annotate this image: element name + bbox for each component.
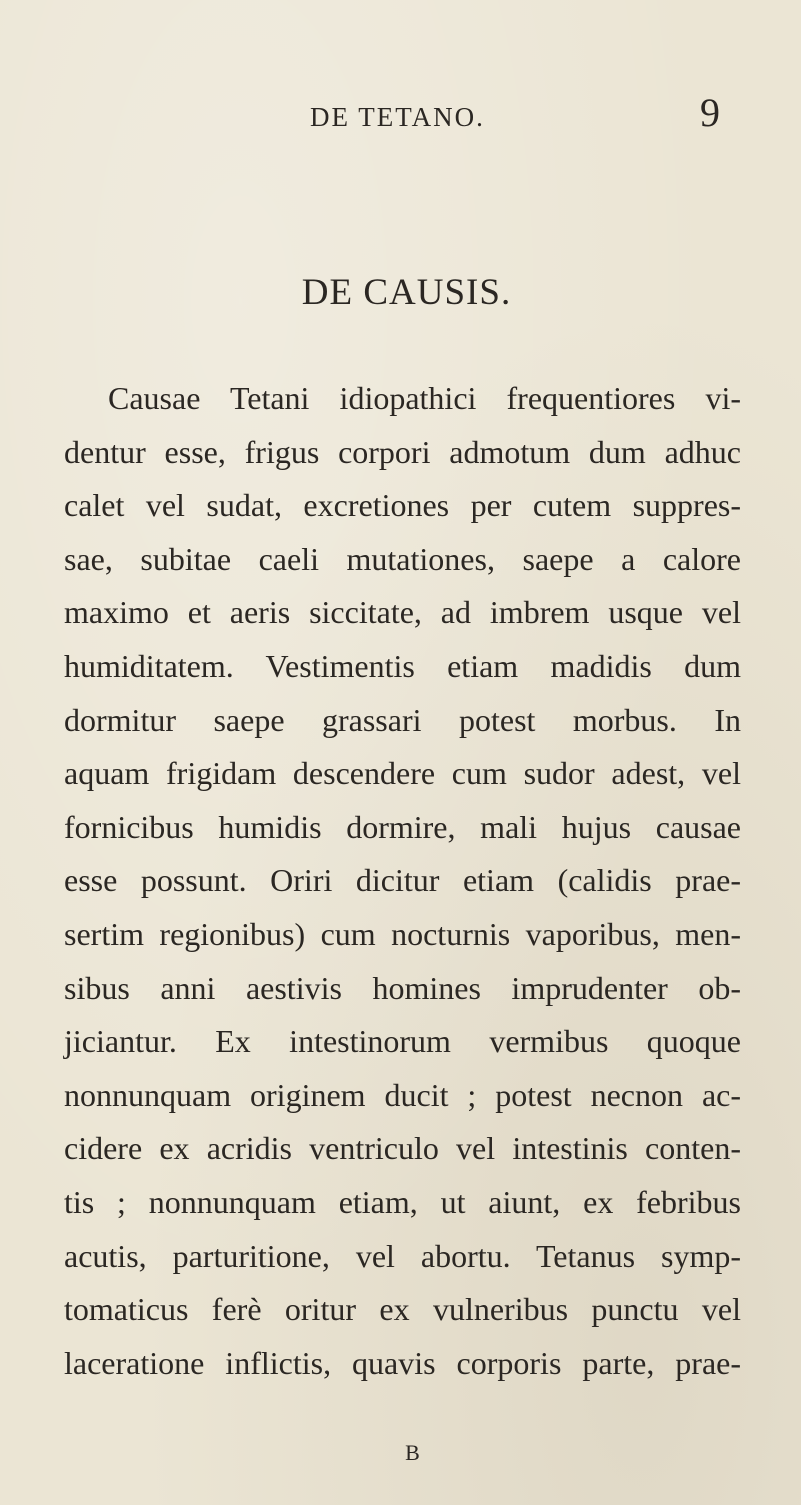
body-paragraph — [64, 372, 741, 1390]
text-line: nonnunquam originem ducit ; potest necnon ac- — [64, 1076, 741, 1113]
text-line: maximo et aeris siccitate, ad imbrem usque vel — [64, 594, 741, 631]
text-line: dormitur saepe grassari potest morbus. In — [64, 701, 741, 738]
text-line: tis ; nonnunquam etiam, ut aiunt, ex febribus — [64, 1183, 741, 1220]
signature-mark: B — [405, 1440, 420, 1465]
text-line: esse possunt. Oriri dicitur etiam (calidis prae- — [64, 862, 741, 899]
text-line: cidere ex acridis ventriculo vel intestinis conten- — [64, 1130, 741, 1167]
section-heading: DE CAUSIS. — [301, 272, 512, 313]
text-line: calet vel sudat, excretiones per cutem suppres- — [64, 487, 741, 524]
running-title: DE TETANO. — [310, 102, 485, 132]
text-line: tomaticus ferè oritur ex vulneribus punctu vel — [64, 1291, 741, 1328]
text-line: sibus anni aestivis homines imprudenter ob- — [64, 969, 741, 1006]
running-head — [0, 92, 801, 142]
text-line: Causae Tetani idiopathici frequentiores vi- — [108, 380, 741, 416]
text-line: humiditatem. Vestimentis etiam madidis dum — [64, 647, 741, 684]
text-line: jiciantur. Ex intestinorum vermibus quoque — [64, 1023, 741, 1060]
text-line: sertim regionibus) cum nocturnis vaporibus, men- — [64, 915, 741, 952]
page-number: 9 — [700, 90, 720, 135]
text-line: fornicibus humidis dormire, mali hujus causae — [64, 808, 741, 845]
text-line: sae, subitae caeli mutationes, saepe a calore — [64, 540, 741, 577]
text-line: dentur esse, frigus corpori admotum dum adhuc — [64, 433, 741, 470]
text-line: acutis, parturitione, vel abortu. Tetanus symp- — [64, 1237, 741, 1274]
text-line: laceratione inflictis, quavis corporis parte, prae- — [64, 1344, 741, 1381]
text-line: aquam frigidam descendere cum sudor adest, vel — [64, 755, 741, 792]
